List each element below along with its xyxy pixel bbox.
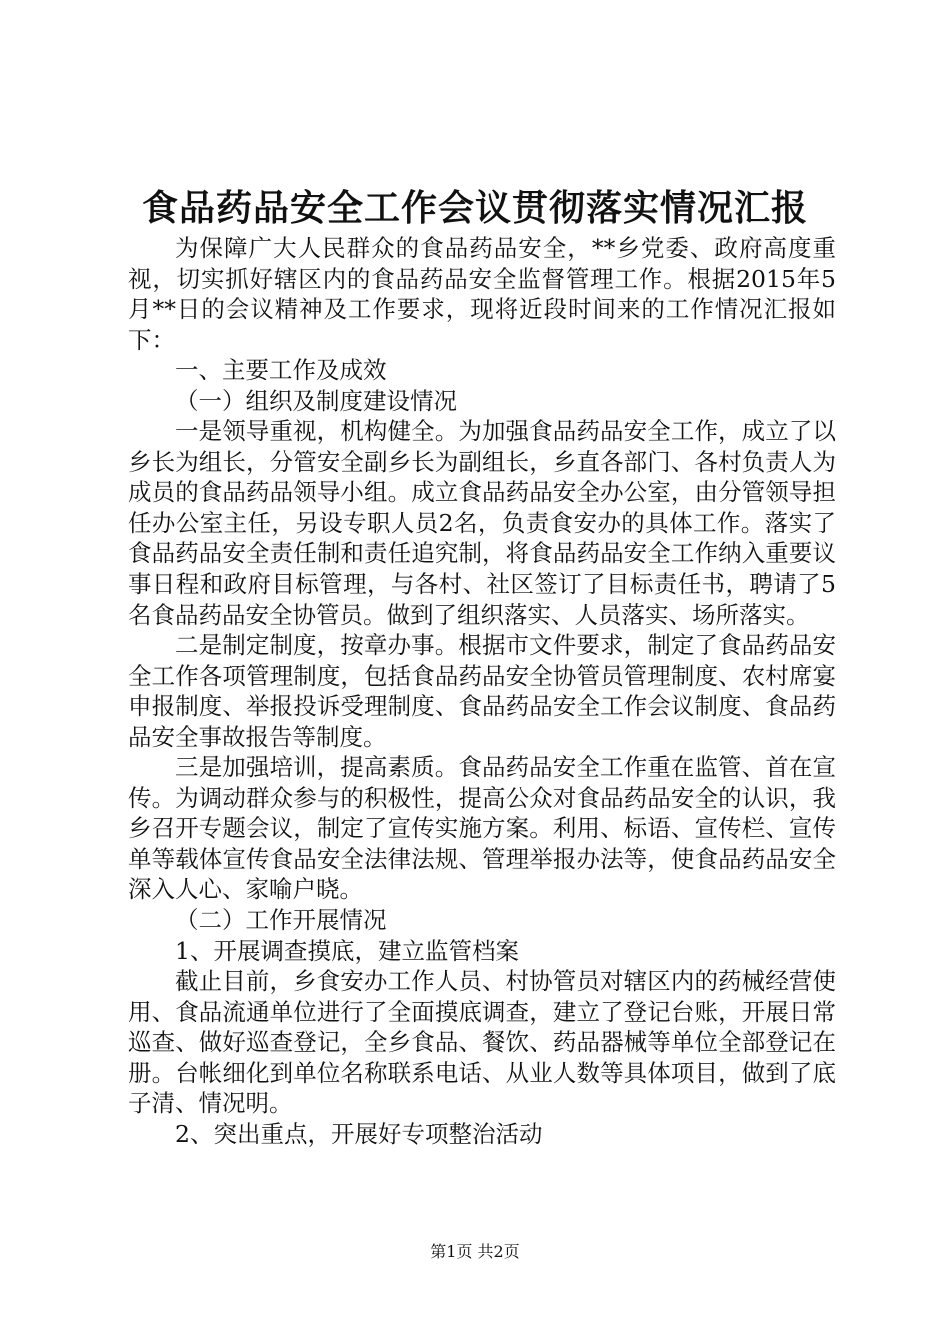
subsection-heading-1: （一）组织及制度建设情况 bbox=[175, 386, 457, 415]
paragraph-regulations: 二是制定制度，按章办事。根据市文件要求，制定了食品药品安全工作各项管理制度，包括食品药品安全协管员管理制度、农村席宴申报制度、举报投诉受理制度、食品药品安全工作会议制度、食品药品安全事故报告等制度。 bbox=[128, 631, 836, 751]
subsection-heading-2: （二）工作开展情况 bbox=[175, 906, 387, 935]
intro-paragraph: 为保障广大人民群众的食品药品安全，**乡党委、政府高度重视，切实抓好辖区内的食品药品安全监督管理工作。根据2015年5月**日的会议精神及工作要求，现将近段时间来的工作情况汇报如下： bbox=[128, 234, 836, 354]
page-footer: 第1页 共2页 bbox=[430, 1242, 520, 1261]
section-heading-1: 一、主要工作及成效 bbox=[175, 356, 387, 385]
paragraph-survey: 截止目前，乡食安办工作人员、村协管员对辖区内的药械经营使用、食品流通单位进行了全面摸底调查，建立了登记台账，开展日常巡查、做好巡查登记，全乡食品、餐饮、药品器械等单位全部登记在册。台帐细化到单位名称联系电话、从业人数等具体项目，做到了底子清、情况明。 bbox=[128, 967, 836, 1118]
document-title: 食品药品安全工作会议贯彻落实情况汇报 bbox=[141, 187, 808, 229]
paragraph-leadership: 一是领导重视，机构健全。为加强食品药品安全工作，成立了以乡长为组长，分管安全副乡长为副组长，乡直各部门、各村负责人为成员的食品药品领导小组。成立食品药品安全办公室，由分管领导担任办公室主任，另设专职人员2名，负责食安办的具体工作。落实了食品药品安全责任制和责任追究制，将食品药品安全工作纳入重要议事日程和政府目标管理，与各村、社区签订了目标责任书，聘请了5名食品药品安全协管员。做到了组织落实、人员落实、场所落实。 bbox=[128, 417, 836, 629]
item-heading-2: 2、突出重点，开展好专项整治活动 bbox=[175, 1119, 543, 1148]
item-heading-1: 1、开展调查摸底，建立监管档案 bbox=[175, 936, 519, 965]
document-body bbox=[128, 233, 836, 1149]
paragraph-training: 三是加强培训，提高素质。食品药品安全工作重在监管、首在宣传。为调动群众参与的积极性，提高公众对食品药品安全的认识，我乡召开专题会议，制定了宣传实施方案。利用、标语、宣传栏、宣传单等载体宣传食品安全法律法规、管理举报办法等，使食品药品安全深入人心、家喻户晓。 bbox=[128, 753, 836, 904]
